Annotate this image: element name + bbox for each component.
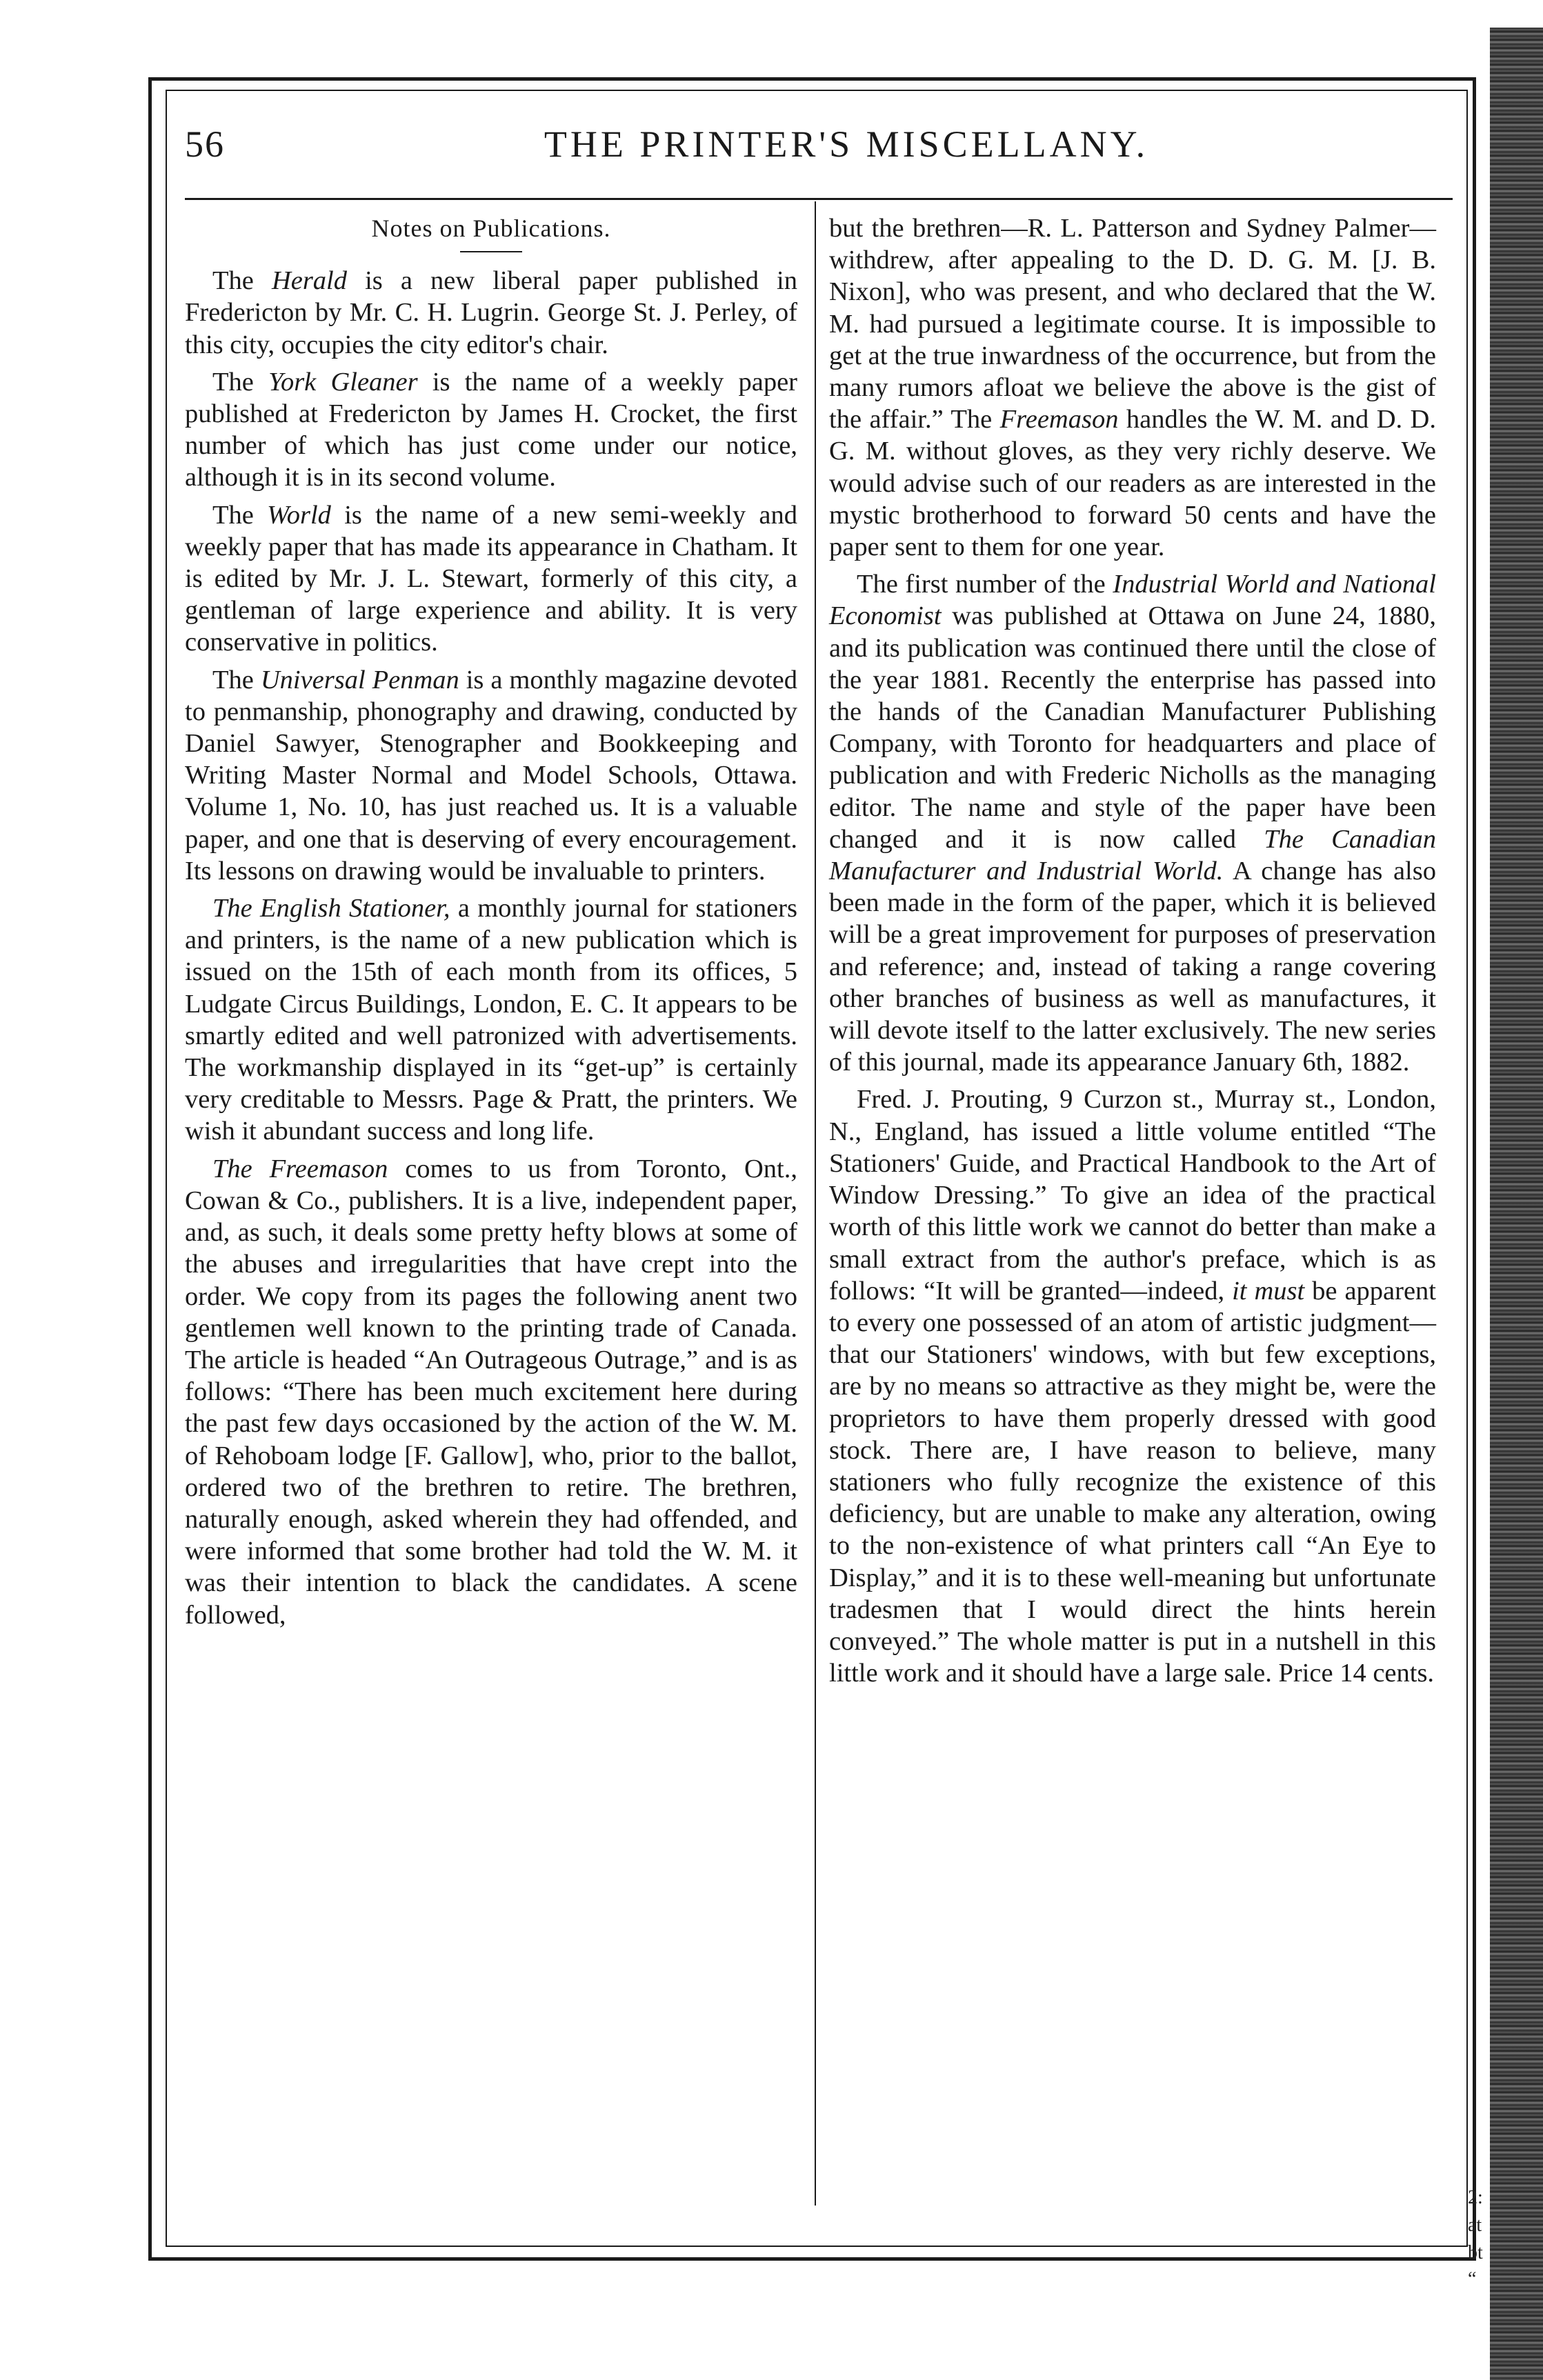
text-segment: but the brethren—R. L. Patterson and Sydney Palmer—withdrew, after appealing to the D. D. G. M. [J. B. Nixon], who was present, and who declared that the W. M. had pursued a legitimate course. It is impossible to get at the true inwardness of the occurrence, but from the many rumors afloat we believe the above is the gist of the affair.” The xyxy=(829,214,1436,434)
italic-title: it must xyxy=(1232,1276,1305,1306)
italic-title: York Gleaner xyxy=(268,367,418,397)
section-divider xyxy=(460,251,522,252)
italic-title: World xyxy=(267,500,331,530)
left-column-paragraphs xyxy=(185,265,797,1631)
text-segment: be apparent to every one possessed of an atom of artistic judgment—that our Stationers' windows, with but few exceptions, are by no means so attractive as they might be, were the proprietors to have them properly dressed with good stock. There are, I have reason to believe, many stationers who fully recognize the existence of this deficiency, but are unable to make any alteration, owing to the non-existence of what printers call “An Eye to Display,” and it is to these well-meaning but unfortunate tradesmen that I would direct the hints herein conveyed.” The whole matter is put in a nutshell in this little work and it should have a large sale. Price 14 cents. xyxy=(829,1276,1436,1688)
scan-edge xyxy=(1490,28,1543,2380)
paragraph-freemason-cont xyxy=(829,212,1436,563)
margin-fragment: 2: xyxy=(1468,2187,1483,2208)
right-column xyxy=(829,212,1436,1694)
margin-fragment: bt xyxy=(1468,2242,1483,2263)
text-segment: Fred. J. Prouting, 9 Curzon st., Murray st., London, N., England, has issued a little volume entitled “The Stationers' Guide, and Practical Handbook to the Art of Window Dressing.” To give an idea of the practical worth of this little work we cannot do better than make a small extract from the author's preface, which is as follows: “It will be granted—indeed, xyxy=(829,1085,1436,1306)
text-segment: is a new liberal paper published in Fredericton by Mr. C. H. Lugrin. George St. J. Perley, of this city, occupies the city editor's chair. xyxy=(185,266,797,359)
page-number: 56 xyxy=(185,123,225,165)
paragraph-industrial-world xyxy=(829,568,1436,1078)
text-segment: is the name of a weekly paper published at Fredericton by James H. Crocket, the first number of which has just come under our notice, although it is in its second volume. xyxy=(185,367,798,492)
text-segment: is the name of a new semi-weekly and weekly paper that has made its appearance in Chatham. It is edited by Mr. J. L. Stewart, formerly of this city, a gentleman of large experience and ability. It is very conservative in politics. xyxy=(185,500,798,657)
text-segment: comes to us from Toronto, Ont., Cowan & Co., publishers. It is a live, independent paper, and, as such, it deals some pretty hefty blows at some of the abuses and irregularities that have crept into the order. We copy from its pages the following anent two gentlemen well known to the printing trade of Canada. The article is headed “An Outrageous Outrage,” and is as follows: “There has been much excitement here during the past few days occasioned by the action of the W. M. of Rehoboam lodge [F. Gallow], who, prior to the ballot, ordered two of the brethren to retire. The brethren, naturally enough, asked wherein they had offended, and were informed that some brother had told the W. M. it was their intention to black the candidates. A scene followed, xyxy=(185,1154,797,1630)
left-column xyxy=(185,212,797,1637)
italic-title: Industrial World and National Economist xyxy=(829,570,1436,631)
italic-title: The Canadian Manufacturer and Industrial World. xyxy=(829,824,1436,886)
italic-title: The Freemason xyxy=(212,1154,388,1183)
column-rule xyxy=(815,201,816,2206)
text-segment: was published at Ottawa on June 24, 1880, and its publication was continued there until the close of the year 1881. Recently the enterprise has passed into the hands of the Canadian Manufacturer Publishing Company, with Toronto for headquarters and place of publication and with Frederic Nicholls as the managing editor. The name and style of the paper have been changed and it is now called xyxy=(829,601,1436,854)
paragraph-freemason xyxy=(185,1153,797,1631)
text-segment: The xyxy=(212,266,272,296)
paragraph-english-stationer xyxy=(185,892,797,1148)
text-segment: The xyxy=(212,665,261,694)
text-segment: a monthly journal for stationers and printers, is the name of a new publication which is issued on the 15th of each month from its offices, 5 Ludgate Circus Buildings, London, E. C. It appears to be smartly edited and well patronized with advertisements. The workmanship displayed in its “get-up” is certainly very creditable to Messrs. Page & Pratt, the printers. We wish it abundant success and long life. xyxy=(185,894,797,1146)
paragraph-york-gleaner xyxy=(185,366,797,494)
text-segment: A change has also been made in the form of the paper, which it is believed will be a great improvement for purposes of preservation and reference; and, instead of taking a range covering other branches of business as well as manufactures, it will devote itself to the latter exclusively. The new series of this journal, made its appearance January 6th, 1882. xyxy=(829,857,1436,1077)
italic-title: Herald xyxy=(271,266,348,296)
text-segment: handles the W. M. and D. D. G. M. without gloves, as they very richly deserve. We would advise such of our readers as are interested in the mystic brotherhood to forward 50 cents and have the paper sent to them for one year. xyxy=(829,405,1436,562)
paragraph-herald xyxy=(185,265,797,361)
italic-title: Freemason xyxy=(999,405,1119,434)
text-segment: The xyxy=(212,367,269,397)
running-title: THE PRINTER'S MISCELLANY. xyxy=(544,123,1149,165)
text-segment: The first number of the xyxy=(857,570,1113,599)
italic-title: The English Stationer, xyxy=(212,894,450,923)
margin-fragment: at xyxy=(1468,2214,1482,2236)
page-header xyxy=(185,123,1453,171)
italic-title: Universal Penman xyxy=(260,665,459,694)
text-segment: is a monthly magazine devoted to penmanship, phonography and drawing, conducted by Daniel Sawyer, Stenographer and Bookkeeping and Writing Master Normal and Model Schools, Ottawa. Volume 1, No. 10, has just reached us. It is a valuable paper, and one that is deserving of every encouragement. Its lessons on drawing would be invaluable to printers. xyxy=(185,665,797,886)
section-heading: Notes on Publications. xyxy=(371,214,611,242)
text-segment: The xyxy=(212,500,268,530)
paragraph-universal-penman xyxy=(185,664,797,887)
header-rule xyxy=(185,198,1453,200)
margin-fragment: “ xyxy=(1468,2268,1477,2290)
paragraph-world xyxy=(185,499,797,659)
right-column-paragraphs xyxy=(829,212,1436,1689)
paragraph-prouting xyxy=(829,1083,1436,1689)
